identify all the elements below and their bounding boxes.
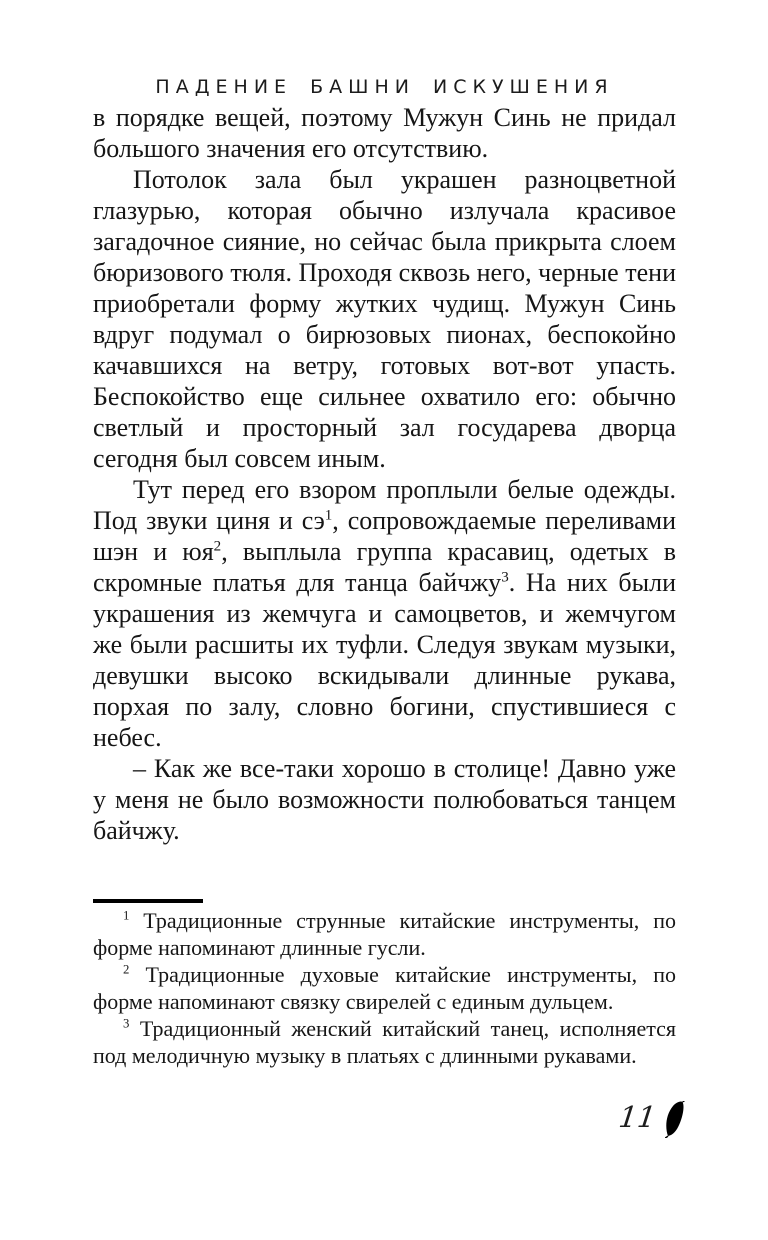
footnote-marker: 2 [213, 538, 222, 555]
leaf-ornament-icon [665, 1101, 686, 1138]
paragraph: Тут перед его взором проплыли белые одежды. Под звуки циня и сэ$^1$, сопровождаемые переливами шэн и юя$^2$, выплыла группа красавиц, одетых в скромные платья для танца байчжу$^3$. На них были украшения из жемчуга и самоцветов, и жемчугом же были расшиты их туфли. Следуя звукам музыки, девушки высоко вскидывали длинные рукава, порхая по залу, словно богини, спустившиеся с небес. [93, 475, 677, 752]
page-footer [619, 1098, 686, 1138]
footnote-separator [93, 899, 203, 903]
running-header-title: ПАДЕНИЕ БАШНИ ИСКУШЕНИЯ [155, 76, 614, 98]
paragraph: Потолок зала был украшен разноцветной глазурью, которая обычно излучала красивое загадочное сияние, но сейчас была прикрыта слоем бюризового тюля. Проходя сквозь него, черные тени приобретали форму жутких чудищ. Мужун Синь вдруг подумал о бирюзовых пионах, беспокойно качавшихся на ветру, готовых вот-вот упасть. Беспокойство еще сильнее охватило его: обычно светлый и просторный зал государева дворца сегодня был совсем иным. [93, 165, 676, 473]
paragraph: – Как же все-таки хорошо в столице! Давно уже у меня не было возможности полюбоваться танцем байчжу. [93, 754, 676, 845]
footnote-number: 2 [123, 962, 130, 977]
footnote-marker: 3 [501, 569, 509, 586]
paragraph: в порядке вещей, поэтому Мужун Синь не придал большого значения его отсутствию. [93, 103, 676, 163]
footnote: $^1$ Традиционные струнные китайские инструменты, по форме напоминают длинные гусли. [93, 908, 676, 960]
footnote-number: 3 [123, 1016, 130, 1031]
footnote-marker: 1 [324, 507, 333, 524]
footnote: $^2$ Традиционные духовые китайские инструменты, по форме напоминают связку свирелей с единым дульцем. [93, 962, 676, 1014]
footnotes [93, 907, 676, 1069]
page-number: 11 [617, 1100, 659, 1134]
body-text [93, 102, 676, 846]
footnote: $^3$ Традиционный женский китайский танец, исполняется под мелодичную музыку в платьях с длинными рукавами. [93, 1016, 676, 1068]
footnote-number: 1 [123, 908, 130, 923]
